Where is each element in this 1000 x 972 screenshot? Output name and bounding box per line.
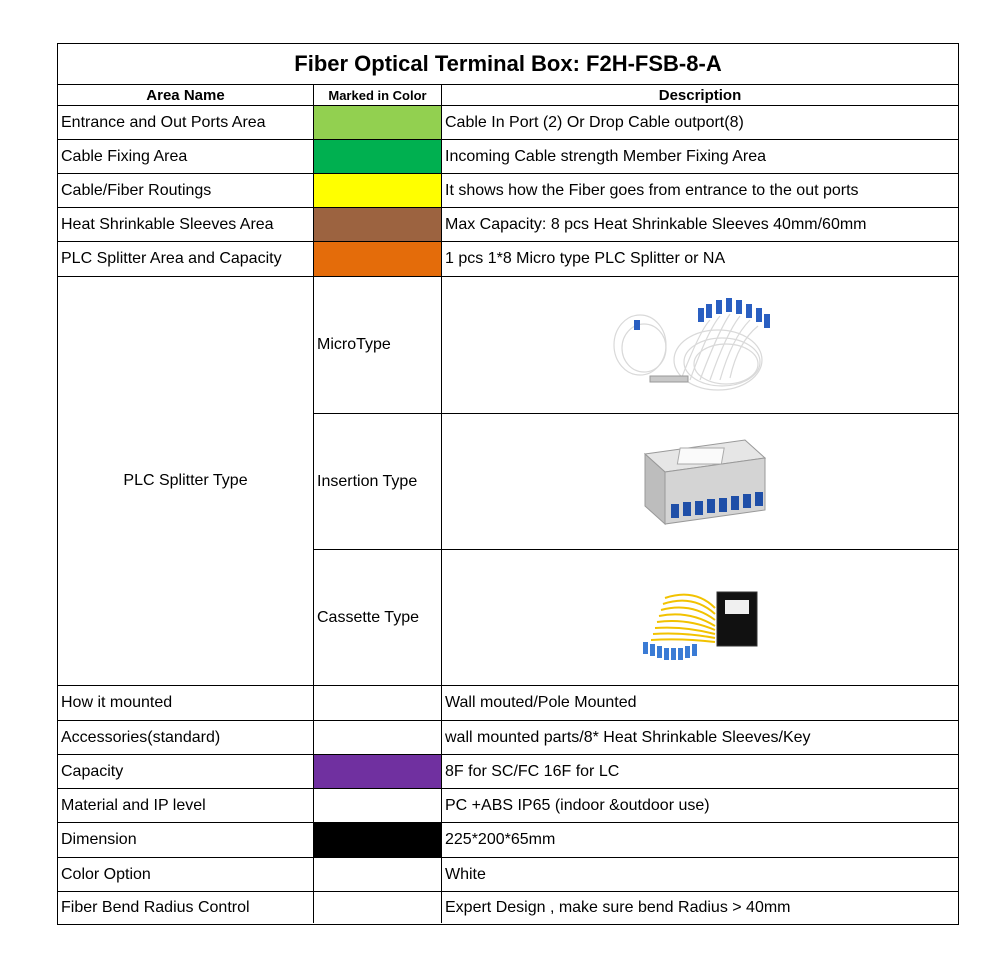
spec-table xyxy=(57,43,959,925)
area-name-cell: Color Option xyxy=(58,858,314,892)
description-cell: Incoming Cable strength Member Fixing Area xyxy=(442,140,958,174)
description-cell: White xyxy=(442,858,958,892)
color-swatch xyxy=(314,823,442,858)
cassette-splitter-illustration xyxy=(635,568,765,668)
micro-splitter-illustration xyxy=(610,290,790,400)
cassette-plc-splitter-image xyxy=(442,550,958,686)
description-cell: Max Capacity: 8 pcs Heat Shrinkable Sleeves 40mm/60mm xyxy=(442,208,958,242)
description-cell: It shows how the Fiber goes from entrance to the out ports xyxy=(442,174,958,208)
color-swatch xyxy=(314,686,442,721)
color-swatch xyxy=(314,106,442,140)
header-marked-in-color: Marked in Color xyxy=(314,85,442,106)
area-name-cell: Dimension xyxy=(58,823,314,858)
area-name-cell: Entrance and Out Ports Area xyxy=(58,106,314,140)
area-name-cell: Material and IP level xyxy=(58,789,314,823)
splitter-type-name: Insertion Type xyxy=(314,414,442,550)
color-swatch xyxy=(314,208,442,242)
description-cell: 8F for SC/FC 16F for LC xyxy=(442,755,958,789)
table-title: Fiber Optical Terminal Box: F2H-FSB-8-A xyxy=(58,44,958,85)
color-swatch xyxy=(314,721,442,755)
description-cell: 225*200*65mm xyxy=(442,823,958,858)
insertion-plc-splitter-image xyxy=(442,414,958,550)
area-name-cell: PLC Splitter Area and Capacity xyxy=(58,242,314,277)
header-area-name: Area Name xyxy=(58,85,314,106)
description-cell: wall mounted parts/8* Heat Shrinkable Sleeves/Key xyxy=(442,721,958,755)
description-cell: Cable In Port (2) Or Drop Cable outport(8) xyxy=(442,106,958,140)
area-name-cell: Accessories(standard) xyxy=(58,721,314,755)
area-name-cell: Heat Shrinkable Sleeves Area xyxy=(58,208,314,242)
description-cell: Wall mouted/Pole Mounted xyxy=(442,686,958,721)
description-cell: PC +ABS IP65 (indoor &outdoor use) xyxy=(442,789,958,823)
area-name-cell: Cable/Fiber Routings xyxy=(58,174,314,208)
insertion-splitter-illustration xyxy=(625,432,775,532)
color-swatch xyxy=(314,174,442,208)
splitter-type-name: Cassette Type xyxy=(314,550,442,686)
area-name-cell: Cable Fixing Area xyxy=(58,140,314,174)
color-swatch xyxy=(314,755,442,789)
color-swatch xyxy=(314,858,442,892)
plc-splitter-type-label: PLC Splitter Type xyxy=(58,277,314,686)
color-swatch xyxy=(314,789,442,823)
area-name-cell: How it mounted xyxy=(58,686,314,721)
area-name-cell: Capacity xyxy=(58,755,314,789)
color-swatch xyxy=(314,892,442,923)
description-cell: 1 pcs 1*8 Micro type PLC Splitter or NA xyxy=(442,242,958,277)
color-swatch xyxy=(314,242,442,277)
area-name-cell: Fiber Bend Radius Control xyxy=(58,892,314,923)
header-description: Description xyxy=(442,85,958,106)
micro-plc-splitter-image xyxy=(442,277,958,414)
color-swatch xyxy=(314,140,442,174)
splitter-type-name: MicroType xyxy=(314,277,442,414)
description-cell: Expert Design , make sure bend Radius > 40mm xyxy=(445,898,791,916)
